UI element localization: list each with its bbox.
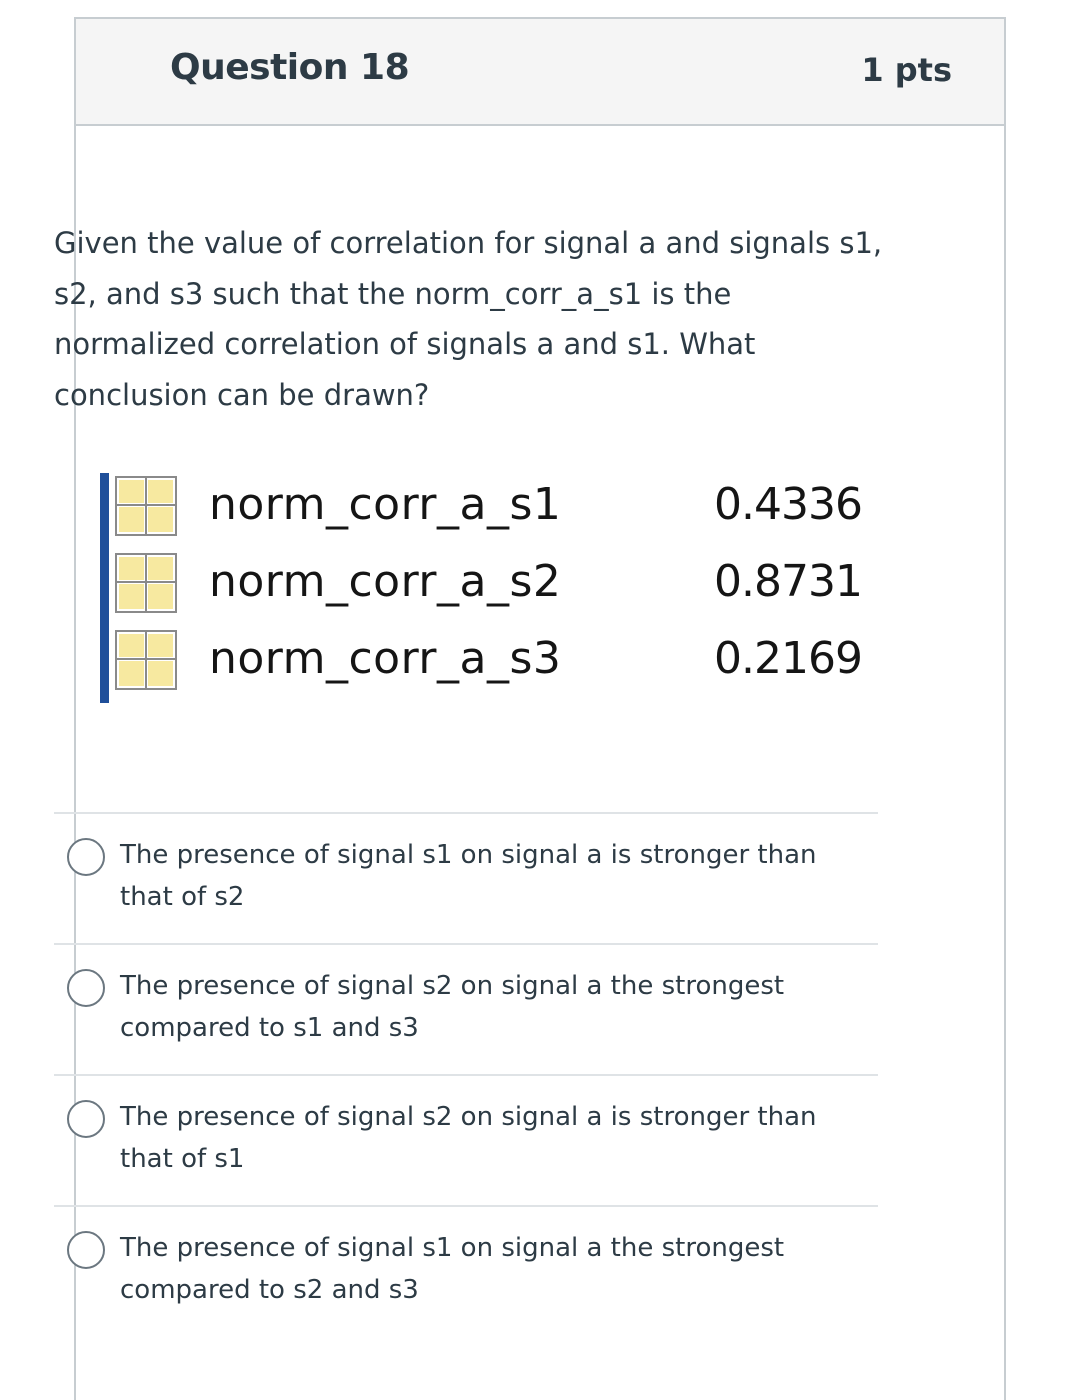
radio-button[interactable] [67, 1100, 105, 1138]
answer-option[interactable] [54, 1205, 878, 1336]
variable-name: norm_corr_a_s3 [209, 633, 562, 684]
answer-label[interactable]: The presence of signal s1 on signal a the strongest compared to s2 and s3 [120, 1233, 785, 1305]
variable-row [109, 473, 869, 545]
radio-button[interactable] [67, 838, 105, 876]
radio-button[interactable] [67, 969, 105, 1007]
variable-value: 0.8731 [714, 556, 862, 607]
variable-value: 0.2169 [714, 633, 862, 684]
answer-label[interactable]: The presence of signal s1 on signal a is stronger than that of s2 [120, 840, 817, 912]
question-title: Question 18 [170, 47, 410, 88]
table-grid-icon [115, 553, 177, 613]
answer-option[interactable] [54, 943, 878, 1074]
question-text: Given the value of correlation for signal a and signals s1, s2, and s3 such that the norm_corr_a_s1 is the normalized correlation of signals a and s1. What conclusion can be drawn? [54, 226, 883, 412]
variable-row [109, 550, 869, 622]
question-header [76, 19, 1004, 126]
answer-list [54, 812, 878, 1336]
answer-label[interactable]: The presence of signal s2 on signal a is stronger than that of s1 [120, 1102, 817, 1174]
table-grid-icon [115, 476, 177, 536]
variable-name: norm_corr_a_s1 [209, 479, 562, 530]
question-points: 1 pts [861, 51, 952, 89]
answer-label[interactable]: The presence of signal s2 on signal a the strongest compared to s1 and s3 [120, 971, 785, 1043]
radio-button[interactable] [67, 1231, 105, 1269]
answer-option[interactable] [54, 812, 878, 943]
panel-selection-bar [100, 473, 109, 703]
variable-name: norm_corr_a_s2 [209, 556, 562, 607]
variable-row [109, 627, 869, 699]
table-grid-icon [115, 630, 177, 690]
variable-value: 0.4336 [714, 479, 862, 530]
answer-option[interactable] [54, 1074, 878, 1205]
workspace-variables-image [100, 473, 870, 705]
